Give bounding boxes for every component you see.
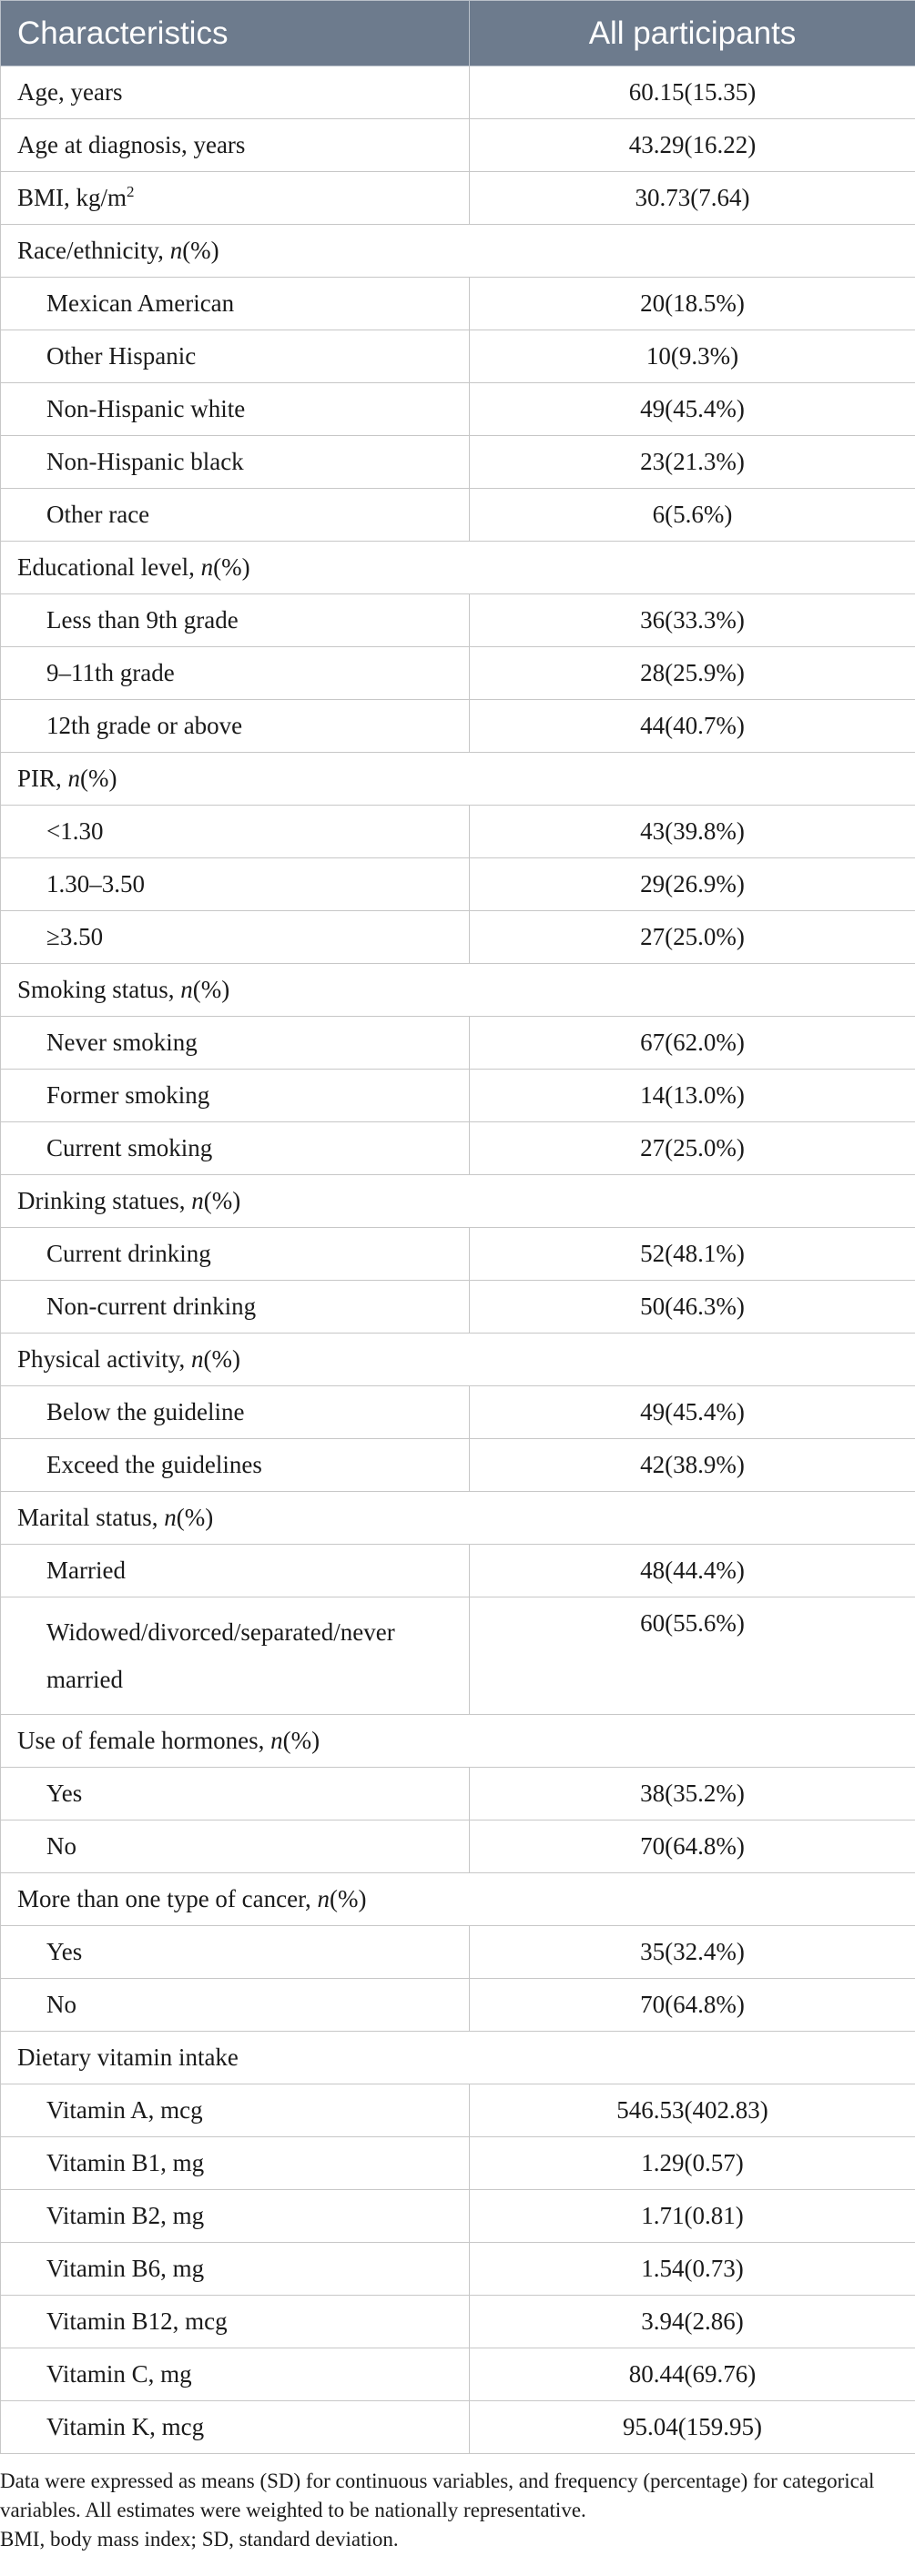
section-label-text: Race/ethnicity, bbox=[17, 236, 170, 264]
table-row bbox=[1, 1386, 915, 1439]
row-value: 1.29(0.57) bbox=[470, 2137, 915, 2190]
row-value: 38(35.2%) bbox=[470, 1768, 915, 1820]
table-row bbox=[1, 647, 915, 700]
row-label: Vitamin K, mcg bbox=[1, 2401, 470, 2454]
section-label bbox=[1, 753, 915, 806]
section-row bbox=[1, 753, 915, 806]
section-label bbox=[1, 964, 915, 1017]
row-label: 9–11th grade bbox=[1, 647, 470, 700]
row-label: No bbox=[1, 1979, 470, 2032]
section-label: Dietary vitamin intake bbox=[1, 2032, 915, 2084]
row-label: <1.30 bbox=[1, 806, 470, 858]
row-label-line1: Widowed/divorced/separated/never bbox=[46, 1618, 395, 1646]
row-label: Age, years bbox=[1, 66, 470, 119]
section-row bbox=[1, 1873, 915, 1926]
row-label: Vitamin A, mcg bbox=[1, 2084, 470, 2137]
footnote-line-1: Data were expressed as means (SD) for continuous variables, and frequency (percentage) for categorical variables. All estimates were weighted to be nationally representative. bbox=[0, 2470, 875, 2521]
superscript: 2 bbox=[127, 183, 135, 201]
section-row bbox=[1, 964, 915, 1017]
row-value: 36(33.3%) bbox=[470, 594, 915, 647]
italic-n: n bbox=[190, 1344, 204, 1373]
table-row bbox=[1, 858, 915, 911]
italic-n: n bbox=[200, 553, 214, 581]
row-label: Below the guideline bbox=[1, 1386, 470, 1439]
row-value: 29(26.9%) bbox=[470, 858, 915, 911]
row-value: 70(64.8%) bbox=[470, 1979, 915, 2032]
table-row bbox=[1, 2243, 915, 2296]
section-label bbox=[1, 1334, 915, 1386]
section-row bbox=[1, 2032, 915, 2084]
section-label-text: Marital status, bbox=[17, 1503, 165, 1531]
table-row bbox=[1, 66, 915, 119]
row-value: 60(55.6%) bbox=[470, 1597, 915, 1715]
section-row bbox=[1, 542, 915, 594]
italic-n: n bbox=[180, 975, 193, 1003]
table-row bbox=[1, 1979, 915, 2032]
table-row bbox=[1, 2348, 915, 2401]
footnote-line-2: BMI, body mass index; SD, standard deviation. bbox=[0, 2528, 399, 2551]
row-label: Non-Hispanic white bbox=[1, 383, 470, 436]
table-row bbox=[1, 2401, 915, 2454]
row-label: Married bbox=[1, 1545, 470, 1597]
table-row bbox=[1, 119, 915, 172]
section-label-suffix: (%) bbox=[182, 236, 219, 264]
row-value: 95.04(159.95) bbox=[470, 2401, 915, 2454]
row-value: 43(39.8%) bbox=[470, 806, 915, 858]
section-label-suffix: (%) bbox=[203, 1186, 241, 1214]
row-label: Yes bbox=[1, 1926, 470, 1979]
row-value: 48(44.4%) bbox=[470, 1545, 915, 1597]
row-label-line2: married bbox=[46, 1666, 123, 1693]
row-value: 10(9.3%) bbox=[470, 330, 915, 383]
row-label: Yes bbox=[1, 1768, 470, 1820]
row-label: Never smoking bbox=[1, 1017, 470, 1070]
section-label-suffix: (%) bbox=[330, 1884, 367, 1912]
section-label-text: More than one type of cancer, bbox=[17, 1884, 318, 1912]
table-row bbox=[1, 1926, 915, 1979]
row-label: 1.30–3.50 bbox=[1, 858, 470, 911]
table-row bbox=[1, 1820, 915, 1873]
section-label bbox=[1, 1492, 915, 1545]
italic-n: n bbox=[270, 1726, 283, 1754]
table-row bbox=[1, 1122, 915, 1175]
row-value: 60.15(15.35) bbox=[470, 66, 915, 119]
row-label: Exceed the guidelines bbox=[1, 1439, 470, 1492]
row-value: 43.29(16.22) bbox=[470, 119, 915, 172]
row-value: 27(25.0%) bbox=[470, 911, 915, 964]
section-label bbox=[1, 1715, 915, 1768]
table-row bbox=[1, 436, 915, 489]
bmi-label-text: BMI, kg/m bbox=[17, 184, 127, 212]
section-label-text: Physical activity, bbox=[17, 1344, 191, 1373]
table-row bbox=[1, 1017, 915, 1070]
row-label: Vitamin B1, mg bbox=[1, 2137, 470, 2190]
section-label-text: Use of female hormones, bbox=[17, 1726, 271, 1754]
section-label-text: Educational level, bbox=[17, 553, 201, 581]
section-row bbox=[1, 225, 915, 278]
row-value: 42(38.9%) bbox=[470, 1439, 915, 1492]
section-label bbox=[1, 542, 915, 594]
section-label bbox=[1, 1873, 915, 1926]
table-row bbox=[1, 1597, 915, 1715]
table-row bbox=[1, 1228, 915, 1281]
table-header-row bbox=[1, 1, 915, 66]
section-row bbox=[1, 1715, 915, 1768]
row-value: 546.53(402.83) bbox=[470, 2084, 915, 2137]
italic-n: n bbox=[164, 1503, 177, 1531]
row-value: 50(46.3%) bbox=[470, 1281, 915, 1334]
row-label: Age at diagnosis, years bbox=[1, 119, 470, 172]
table-row bbox=[1, 278, 915, 330]
section-label-text: PIR, bbox=[17, 764, 68, 792]
row-label: Current drinking bbox=[1, 1228, 470, 1281]
table-row bbox=[1, 2084, 915, 2137]
row-label: 12th grade or above bbox=[1, 700, 470, 753]
table-row bbox=[1, 383, 915, 436]
table-row bbox=[1, 489, 915, 542]
table-row bbox=[1, 911, 915, 964]
row-label: ≥3.50 bbox=[1, 911, 470, 964]
row-value: 49(45.4%) bbox=[470, 1386, 915, 1439]
row-label bbox=[1, 1597, 470, 1715]
row-value: 20(18.5%) bbox=[470, 278, 915, 330]
row-value: 44(40.7%) bbox=[470, 700, 915, 753]
row-value: 30.73(7.64) bbox=[470, 172, 915, 225]
section-label bbox=[1, 1175, 915, 1228]
row-label: Vitamin B2, mg bbox=[1, 2190, 470, 2243]
table-row bbox=[1, 1768, 915, 1820]
row-label: Vitamin B6, mg bbox=[1, 2243, 470, 2296]
table-row bbox=[1, 594, 915, 647]
table-row bbox=[1, 700, 915, 753]
header-characteristics: Characteristics bbox=[1, 1, 470, 66]
italic-n: n bbox=[191, 1186, 204, 1214]
row-value: 52(48.1%) bbox=[470, 1228, 915, 1281]
row-label: Non-current drinking bbox=[1, 1281, 470, 1334]
italic-n: n bbox=[67, 764, 81, 792]
row-label: Other race bbox=[1, 489, 470, 542]
row-label: Vitamin B12, mcg bbox=[1, 2296, 470, 2348]
italic-n: n bbox=[317, 1884, 330, 1912]
row-label: Vitamin C, mg bbox=[1, 2348, 470, 2401]
row-label: Other Hispanic bbox=[1, 330, 470, 383]
row-value: 35(32.4%) bbox=[470, 1926, 915, 1979]
row-label: Non-Hispanic black bbox=[1, 436, 470, 489]
row-value: 23(21.3%) bbox=[470, 436, 915, 489]
section-label-suffix: (%) bbox=[80, 764, 117, 792]
section-label-suffix: (%) bbox=[192, 975, 230, 1003]
row-value: 70(64.8%) bbox=[470, 1820, 915, 1873]
section-label-text: Smoking status, bbox=[17, 975, 181, 1003]
row-label: Mexican American bbox=[1, 278, 470, 330]
section-label-suffix: (%) bbox=[203, 1344, 240, 1373]
table-row bbox=[1, 330, 915, 383]
row-value: 1.71(0.81) bbox=[470, 2190, 915, 2243]
row-value: 67(62.0%) bbox=[470, 1017, 915, 1070]
table-row bbox=[1, 2137, 915, 2190]
section-label-suffix: (%) bbox=[213, 553, 250, 581]
row-label: Former smoking bbox=[1, 1070, 470, 1122]
row-value: 27(25.0%) bbox=[470, 1122, 915, 1175]
row-value: 3.94(2.86) bbox=[470, 2296, 915, 2348]
italic-n: n bbox=[169, 236, 183, 264]
table-row bbox=[1, 1545, 915, 1597]
row-label: Current smoking bbox=[1, 1122, 470, 1175]
row-label: No bbox=[1, 1820, 470, 1873]
section-row bbox=[1, 1175, 915, 1228]
row-value: 28(25.9%) bbox=[470, 647, 915, 700]
row-value: 6(5.6%) bbox=[470, 489, 915, 542]
table-row bbox=[1, 1281, 915, 1334]
section-label bbox=[1, 225, 915, 278]
row-value: 14(13.0%) bbox=[470, 1070, 915, 1122]
section-label-text: Drinking statues, bbox=[17, 1186, 192, 1214]
row-value: 80.44(69.76) bbox=[470, 2348, 915, 2401]
row-value: 49(45.4%) bbox=[470, 383, 915, 436]
table-row bbox=[1, 806, 915, 858]
table-row bbox=[1, 2296, 915, 2348]
section-label-suffix: (%) bbox=[282, 1726, 320, 1754]
table-row bbox=[1, 2190, 915, 2243]
table-row bbox=[1, 1439, 915, 1492]
header-all-participants: All participants bbox=[470, 1, 915, 66]
section-row bbox=[1, 1334, 915, 1386]
table-row bbox=[1, 1070, 915, 1122]
section-label-suffix: (%) bbox=[176, 1503, 214, 1531]
row-label bbox=[1, 172, 470, 225]
row-label: Less than 9th grade bbox=[1, 594, 470, 647]
table-footnote bbox=[0, 2454, 915, 2554]
table-row bbox=[1, 172, 915, 225]
row-value: 1.54(0.73) bbox=[470, 2243, 915, 2296]
section-row bbox=[1, 1492, 915, 1545]
